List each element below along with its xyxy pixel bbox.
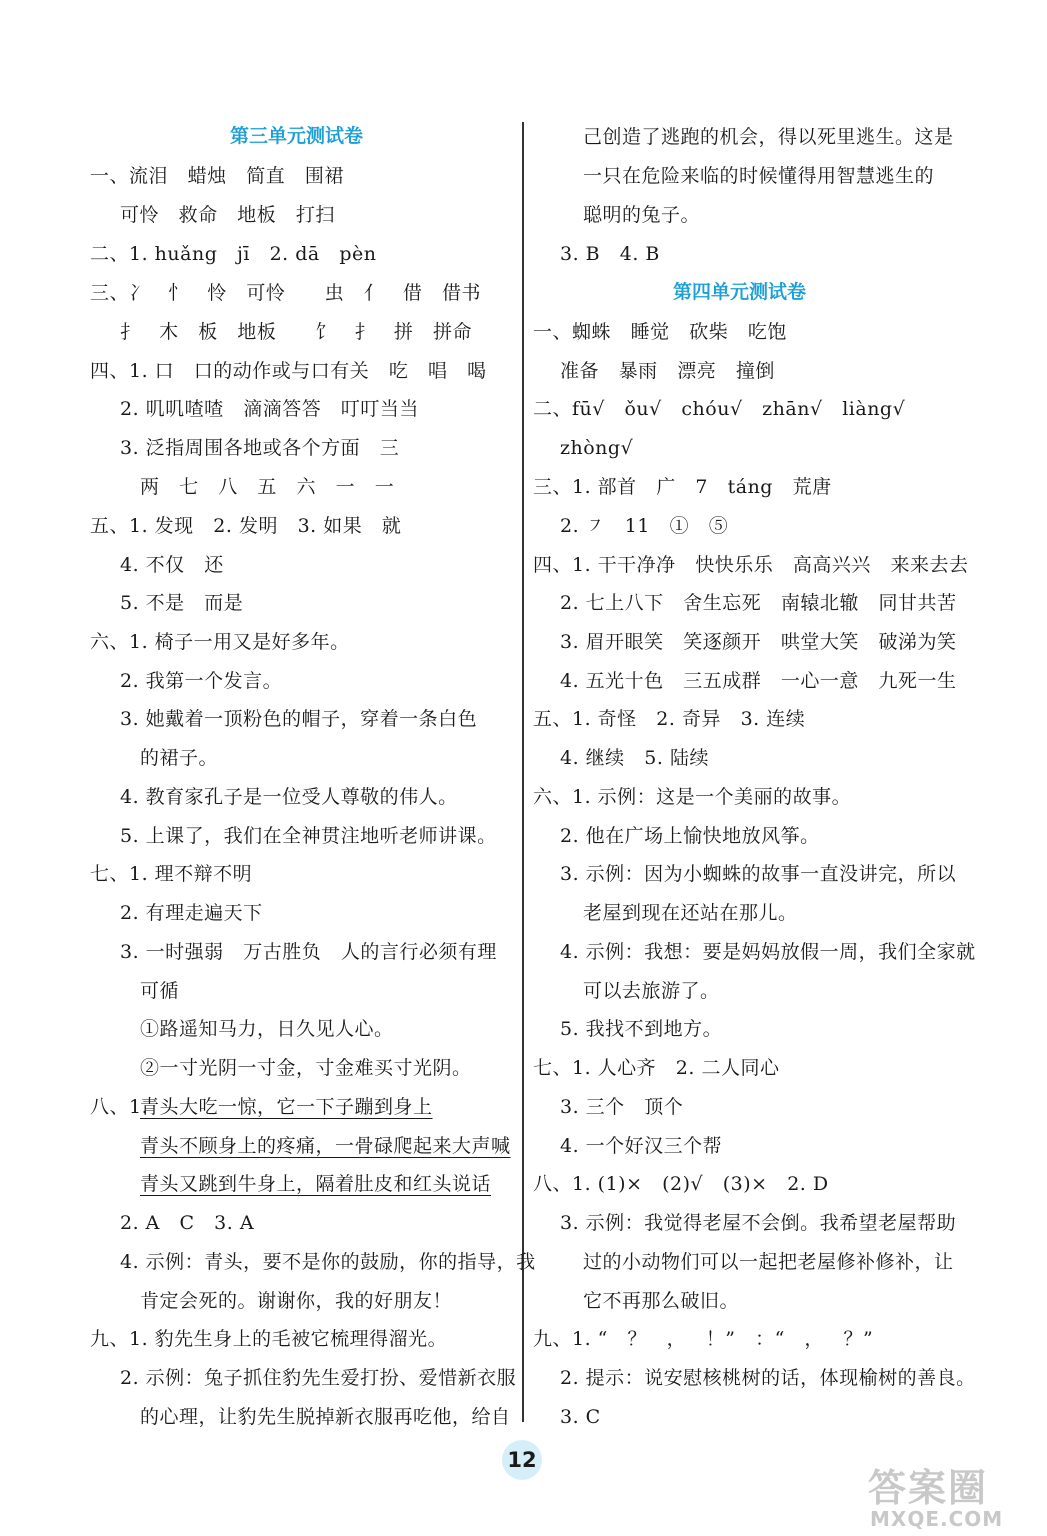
answer-line: 2. 提示：说安慰核桃树的话，体现榆树的善良。 <box>560 1367 976 1389</box>
answer-line: 3. 三个 顶个 <box>560 1096 684 1118</box>
answer-line: 九、1. “ ？ ， ！” ：“ ， ？” <box>533 1328 874 1350</box>
answer-line: 五、1. 奇怪 2. 奇异 3. 连续 <box>533 708 806 730</box>
answer-line: 4. 示例：青头，要不是你的鼓励，你的指导，我 <box>120 1251 536 1273</box>
answer-line: 2. 有理走遍天下 <box>120 902 263 924</box>
answer-line: 3. 示例：因为小蜘蛛的故事一直没讲完，所以 <box>560 863 957 885</box>
answer-line: 二、fū√ ǒu√ chóu√ zhān√ liàng√ <box>533 398 906 420</box>
answer-line: 六、1. 椅子一用又是好多年。 <box>90 631 350 653</box>
answer-line: 3. 泛指周围各地或各个方面 三 <box>120 437 400 459</box>
answer-line: 二、1. huǎng jī 2. dā pèn <box>90 243 377 265</box>
answer-line: zhòng√ <box>560 437 634 459</box>
underlined-answer: 青头不顾身上的疼痛，一骨碌爬起来大声喊 <box>140 1135 511 1157</box>
answer-line: 扌 木 板 地板 饣 扌 拼 拼命 <box>120 321 472 343</box>
answer-line: 2. 叽叽喳喳 滴滴答答 叮叮当当 <box>120 398 419 420</box>
answer-line: 3. B 4. B <box>560 243 660 265</box>
answer-line: 三、冫 忄 怜 可怜 虫 亻 借 借书 <box>90 282 481 304</box>
column-divider <box>522 122 524 1422</box>
answer-line: 七、1. 理不辩不明 <box>90 863 253 885</box>
answer-line: 的裙子。 <box>140 747 219 769</box>
answer-line: 一只在危险来临的时候懂得用智慧逃生的 <box>583 165 935 187</box>
answer-line: 2. ㇇ 11 ① ⑤ <box>560 515 729 537</box>
answer-line: 2. 示例：兔子抓住豹先生爱打扮、爱惜新衣服 <box>120 1367 517 1389</box>
answer-line: 己创造了逃跑的机会，得以死里逃生。这是 <box>583 126 954 148</box>
answer-line: 准备 暴雨 漂亮 撞倒 <box>560 360 775 382</box>
answer-line: 3. 示例：我觉得老屋不会倒。我希望老屋帮助 <box>560 1212 957 1234</box>
answer-line: 四、1. 口 口的动作或与口有关 吃 唱 喝 <box>90 360 487 382</box>
answer-line: 五、1. 发现 2. 发明 3. 如果 就 <box>90 515 402 537</box>
answer-line: 四、1. 干干净净 快快乐乐 高高兴兴 来来去去 <box>533 554 969 576</box>
answer-line: 一、蜘蛛 睡觉 砍柴 吃饱 <box>533 321 787 343</box>
answer-line: 2. 我第一个发言。 <box>120 670 283 692</box>
underlined-answer: 青头大吃一惊，它一下子蹦到身上 <box>140 1096 433 1118</box>
answer-line: 九、1. 豹先生身上的毛被它梳理得溜光。 <box>90 1328 448 1350</box>
heading-unit-4: 第四单元测试卷 <box>673 281 807 303</box>
answer-line: 一、流泪 蜡烛 简直 围裙 <box>90 165 344 187</box>
watermark-url: MXQE.COM <box>870 1507 1004 1531</box>
answer-line: 2. 七上八下 舍生忘死 南辕北辙 同甘共苦 <box>560 592 957 614</box>
answer-line: 可循 <box>140 980 180 1002</box>
answer-line: 六、1. 示例：这是一个美丽的故事。 <box>533 786 852 808</box>
answer-line: 4. 示例：我想：要是妈妈放假一周，我们全家就 <box>560 941 976 963</box>
answer-line: 老屋到现在还站在那儿。 <box>583 902 798 924</box>
answer-line: 4. 五光十色 三五成群 一心一意 九死一生 <box>560 670 957 692</box>
answer-line: 过的小动物们可以一起把老屋修补修补，让 <box>583 1251 954 1273</box>
answer-line: 聪明的兔子。 <box>583 204 701 226</box>
answer-line: 4. 不仅 还 <box>120 554 224 576</box>
answer-line: 两 七 八 五 六 一 一 <box>140 476 395 498</box>
answer-line: 5. 我找不到地方。 <box>560 1018 723 1040</box>
heading-unit-3: 第三单元测试卷 <box>230 125 364 147</box>
answer-line: 4. 继续 5. 陆续 <box>560 747 709 769</box>
answer-line: 5. 上课了，我们在全神贯注地听老师讲课。 <box>120 825 497 847</box>
answer-line: 肯定会死的。谢谢你，我的好朋友！ <box>140 1290 453 1312</box>
watermark-logo: 答案圈 <box>868 1466 989 1510</box>
answer-line: ②一寸光阴一寸金，寸金难买寸光阴。 <box>140 1057 472 1079</box>
answer-line: 可怜 救命 地板 打扫 <box>120 204 335 226</box>
answer-line: 八、1. <box>90 1096 155 1118</box>
answer-line: 4. 教育家孔子是一位受人尊敬的伟人。 <box>120 786 458 808</box>
answer-line: 4. 一个好汉三个帮 <box>560 1135 723 1157</box>
page-number: 12 <box>502 1440 542 1480</box>
answer-line: 3. 一时强弱 万古胜负 人的言行必须有理 <box>120 941 497 963</box>
answer-line: 3. 眉开眼笑 笑逐颜开 哄堂大笑 破涕为笑 <box>560 631 957 653</box>
watermark <box>868 1468 1038 1532</box>
answer-line: 七、1. 人心齐 2. 二人同心 <box>533 1057 780 1079</box>
underlined-answer: 青头又跳到牛身上，隔着肚皮和红头说话 <box>140 1173 492 1195</box>
answer-line: 3. 她戴着一顶粉色的帽子，穿着一条白色 <box>120 708 478 730</box>
answer-line: 八、1. (1)× (2)√ (3)× 2. D <box>533 1173 829 1195</box>
answer-line: 5. 不是 而是 <box>120 592 244 614</box>
answer-line: 可以去旅游了。 <box>583 980 720 1002</box>
answer-line: 的心理，让豹先生脱掉新衣服再吃他，给自 <box>140 1406 511 1428</box>
answer-line: ①路遥知马力，日久见人心。 <box>140 1018 394 1040</box>
answer-line: 三、1. 部首 广 7 táng 荒唐 <box>533 476 832 498</box>
answer-line: 3. C <box>560 1406 601 1428</box>
answer-line: 2. A C 3. A <box>120 1212 255 1234</box>
answer-line: 2. 他在广场上愉快地放风筝。 <box>560 825 820 847</box>
answer-line: 它不再那么破旧。 <box>583 1290 740 1312</box>
